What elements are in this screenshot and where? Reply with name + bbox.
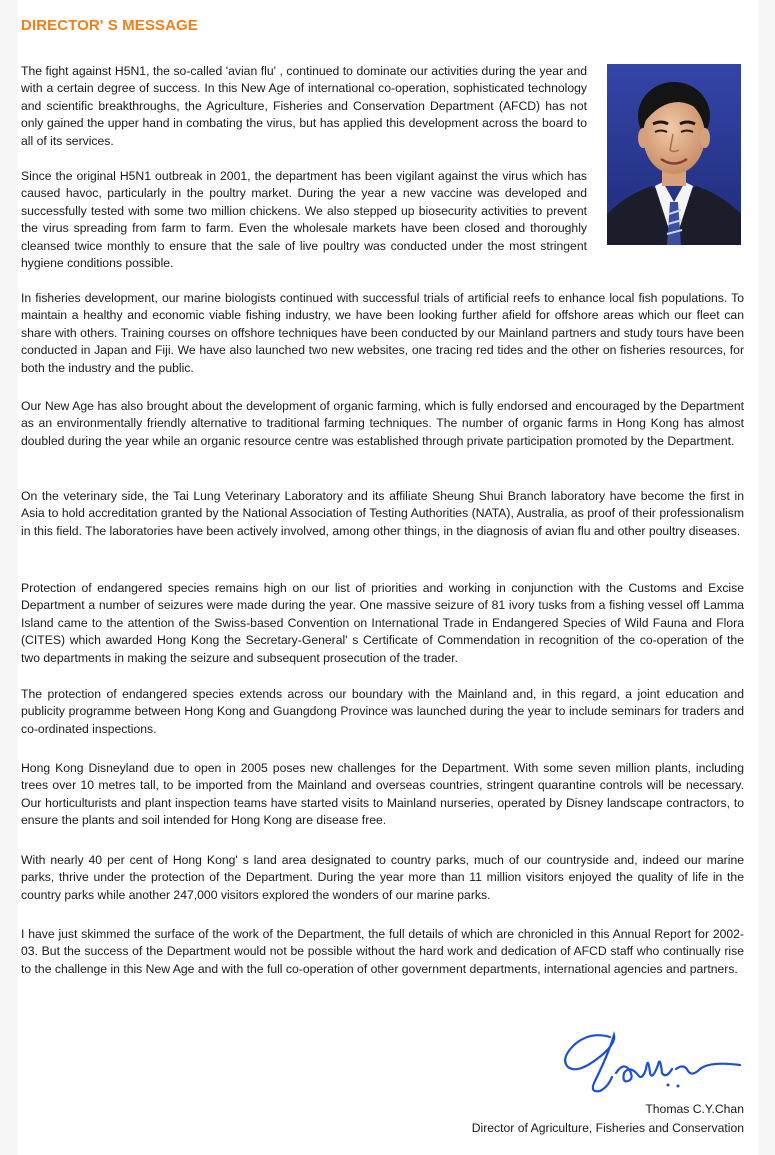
message-paragraph: Our New Age has also brought about the development of organic farming, which is fully endorsed and encouraged by the Department as an environmentally friendly alternative to traditional farming techniques. The number of organic farms in Hong Kong has almost doubled during the year while an organic resource centre was established through private participation promoted by the Department. — [21, 399, 744, 448]
portrait-illustration — [607, 64, 741, 245]
message-paragraph: The protection of endangered species extends across our boundary with the Mainland and, in this regard, a joint education and publicity programme between Hong Kong and Guangdong Province was launched during the year to include seminars for traders and co-ordinated inspections. — [21, 687, 744, 736]
director-portrait — [607, 64, 741, 245]
message-paragraph: With nearly 40 per cent of Hong Kong' s land area designated to country parks, much of our countryside and, indeed our marine parks, thrive under the protection of the Department. During the year more than 11 million visitors enjoyed the quality of life in the country parks while another 247,000 visitors explored the wonders of our marine parks. — [21, 853, 744, 902]
message-paragraph: Hong Kong Disneyland due to open in 2005 poses new challenges for the Department. With some seven million plants, including trees over 10 metres tall, to be imported from the Mainland and overseas countries, stringent quarantine controls will be necessary. Our horticulturists and plant inspection teams have started visits to Mainland nurseries, operated by Disney landscape contractors, to ensure the plants and soil intended for Hong Kong are disease free. — [21, 761, 744, 828]
message-paragraph: The fight against H5N1, the so-called 'avian flu' , continued to dominate our activities during the year and with a certain degree of success. In this New Age of international co-operation, sophisticated technology and scientific breakthroughs, the Agriculture, Fisheries and Conservation Department (AFCD) has not only gained the upper hand in combating the virus, but has applied this development across the board to all of its services. — [21, 64, 587, 148]
director-signature — [550, 1025, 750, 1100]
message-paragraph: I have just skimmed the surface of the work of the Department, the full details of which are chronicled in this Annual Report for 2002-03. But the success of the Department would not be possible without the hard work and dedication of AFCD staff who continually rise to the challenge in this New Age and with the full co-operation of other government departments, international agencies and partners. — [21, 927, 744, 976]
signatory-title: Director of Agriculture, Fisheries and Conservation — [471, 1121, 744, 1135]
message-paragraph: Since the original H5N1 outbreak in 2001, the department has been vigilant against the virus which has caused havoc, particularly in the poultry market. During the year a new vaccine was developed and successfully tested with some two million chickens. We also stepped up biosecurity activities to prevent the virus spreading from farm to farm. Even the wholesale markets have been closed and thoroughly cleansed twice monthly to ensure that the sale of live poultry was conducted under the most stringent hygiene conditions possible. — [21, 169, 587, 271]
page-title: DIRECTOR' S MESSAGE — [21, 17, 198, 34]
message-paragraph: Protection of endangered species remains high on our list of priorities and working in conjunction with the Customs and Excise Department a number of seizures were made during the year. One massive seizure of 81 ivory tusks from a fishing vessel off Lamma Island came to the attention of the Swiss-based Convention on International Trade in Endangered Species of Wild Fauna and Flora (CITES) which awarded Hong Kong the Secretary-General' s Certificate of Commendation in recognition of the co-operation of the two departments in making the seizure and subsequent prosecution of the trader. — [21, 581, 744, 665]
signatory-name: Thomas C.Y.Chan — [645, 1102, 744, 1116]
message-paragraph: On the veterinary side, the Tai Lung Veterinary Laboratory and its affiliate Sheung Shui Branch laboratory have become the first in Asia to hold accreditation granted by the National Association of Testing Authorities (NATA), Australia, as proof of their professionalism in this field. The laboratories have been actively involved, among other things, in the diagnosis of avian flu and other poultry diseases. — [21, 489, 744, 538]
message-paragraph: In fisheries development, our marine biologists continued with successful trials of artificial reefs to enhance local fish populations. To maintain a healthy and economic viable fishing industry, we have been looking further afield for offshore areas which our fleet can share with others. Training courses on offshore techniques have been conducted by our Mainland partners and study tours have been conducted in Japan and Fiji. We have also launched two new websites, one tracing red tides and the other on fisheries resources, for both the industry and the public. — [21, 291, 744, 375]
directors-message-page — [18, 0, 758, 1155]
